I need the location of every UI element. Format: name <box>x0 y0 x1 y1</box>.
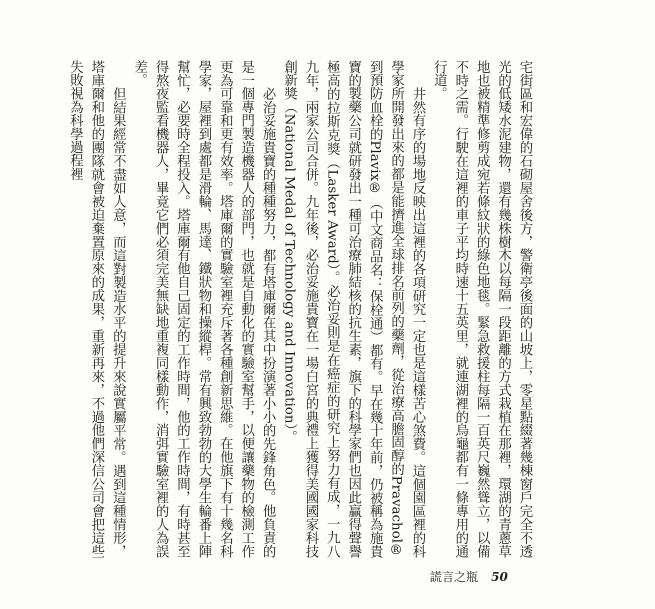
running-title: 謊言之瓶 <box>430 570 479 584</box>
page-number: 50 <box>491 570 508 584</box>
paragraph: 井然有序的場地反映出這裡的各項研究一定也是這樣苦心煞費。這個園區裡的科學家所開發出來的都是能擠進全球排名前列的藥劑，從治療高膽固醇的Pravachol®到預防血栓的Plavix®（中文商品名：保栓通）都有。早在幾十年前，仍被稱為施貴寶的製藥公司就研發出一種可治療肺結核的抗生素，旗下的科學家們也因此贏得聲譽極高的拉斯克獎（Lasker Award）。必治妥則是在癌症的研究上努力有成，一九八九年，兩家公司合併。九年後，必治妥施貴寶在一場白宮的典禮上獲得美國國家科技創新獎（National Medal of Technology and Innovation）。 <box>281 60 425 558</box>
paragraph: 必治妥施貴寶的種種努力，都有塔庫爾在其中扮演著小小的先鋒角色。他負責的是一個專門製造機器人的部門，也就是自動化的實驗室幫手，以便讓藥物的檢測工作更為可靠和更有效率。塔庫爾的實驗室裡充斥著各種創新思維。在他旗下有十幾名科學家，屋裡到處都是滑輪、馬達、鐵狀物和操縱桿。常有興致勃勃的大學生輪番上陣幫忙，必要時全程投入。塔庫爾有他自己固定的工作時間，他的工作時間，有時甚至得熬夜監看機器人，畢竟它們必須完美無缺地重複同樣動作，消弭實驗室裡的人為誤差。 <box>131 60 276 558</box>
page-footer <box>430 566 508 585</box>
body-text <box>67 60 535 558</box>
paragraph: 但結果經常不盡如人意，而這對製造水平的提升來說實屬平常。遇到這種情形，塔庫爾和他的團隊就會被迫棄置原來的成果，重新再來，不過他們深信公司會把這些失敗視為科學過程裡 <box>67 60 126 558</box>
paragraph: 宅街區和宏偉的石砌屋舍後方，警衛亭後面的山坡上，零星點綴著幾棟窗戶完全不透光的低矮水泥建物，還有幾株樹木以每隔一段距離的方式栽植在那裡，環湖的青蔥草地也被精準修剪成宛若條紋狀的綠色地毯。緊急救援柱每隔一百英尺巍然聳立，以備不時之需。行駛在這裡的車子平均時速十五英里，就連湖裡的烏龜都有一條專用的通行道。 <box>431 60 532 558</box>
